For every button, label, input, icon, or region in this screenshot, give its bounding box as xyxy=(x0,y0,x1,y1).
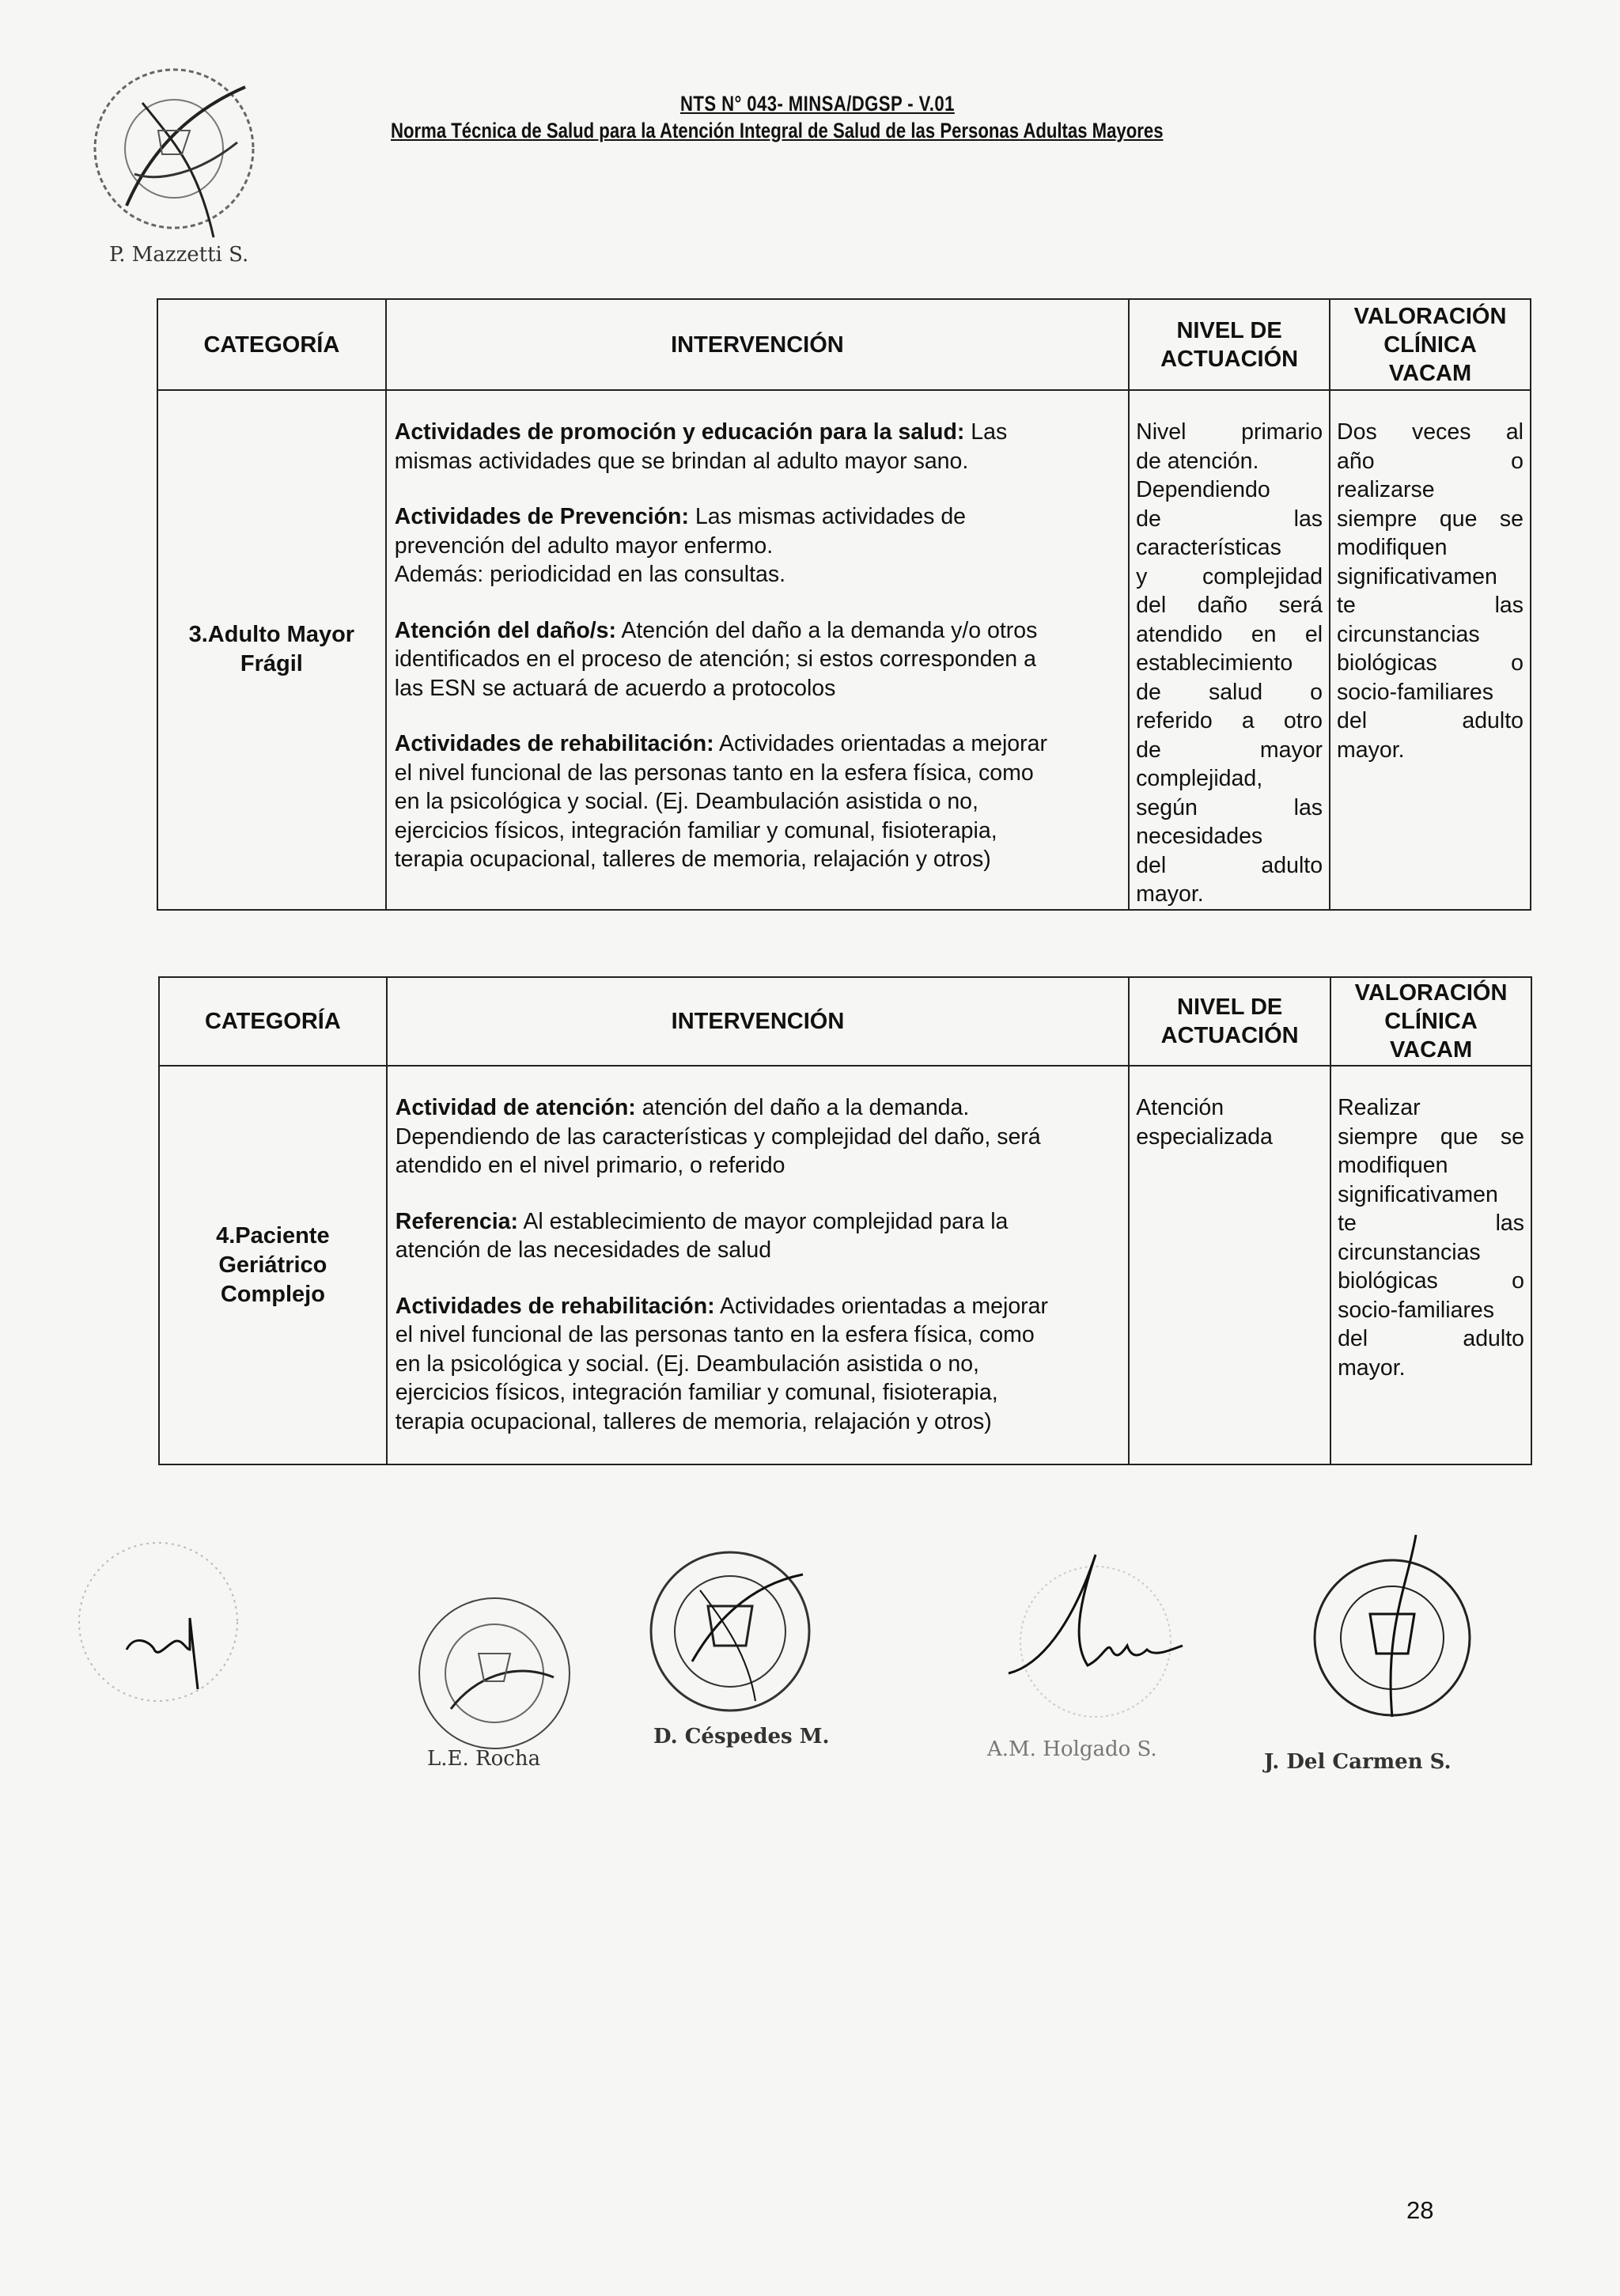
cell-text-line: Realizar xyxy=(1338,1095,1421,1120)
header-intervencion: INTERVENCIÓN xyxy=(386,299,1129,390)
cell-text-line: según las xyxy=(1136,794,1323,820)
cell-text-line: biológicas o xyxy=(1338,1268,1524,1294)
cell-text-line: del adulto xyxy=(1337,708,1523,733)
table-row xyxy=(157,390,1531,910)
cell-text-line: socio-familiares xyxy=(1338,1297,1495,1323)
cell-text-line: necesidades xyxy=(1136,824,1263,849)
cell-text-line: realizarse xyxy=(1337,477,1435,502)
cell-text-line: circunstancias xyxy=(1338,1239,1481,1265)
intervention-item: Actividades de promoción y educación para la salud: Las mismas actividades que se brindan al adulto mayor sano. xyxy=(394,419,1008,474)
cell-text-line: atendido en el xyxy=(1136,621,1323,647)
table-row xyxy=(159,1066,1531,1464)
page-number: 28 xyxy=(1406,2196,1434,2224)
header-categoria: CATEGORÍA xyxy=(159,977,387,1066)
cell-text-line: de las xyxy=(1136,506,1323,532)
table-adulto-mayor-fragil xyxy=(157,298,1531,911)
signature-name-4: A.M. Holgado S. xyxy=(987,1737,1157,1761)
cell-text-line: Dependiendo xyxy=(1136,477,1270,502)
cell-text-line: te las xyxy=(1337,593,1523,618)
header-valoracion: VALORACIÓN CLÍNICA VACAM xyxy=(1330,977,1531,1066)
cell-text-line: Dos veces al xyxy=(1337,419,1523,445)
cell-text-line: del adulto xyxy=(1338,1326,1524,1351)
cell-text-line: modifiquen xyxy=(1338,1153,1448,1178)
cell-text-line: circunstancias xyxy=(1337,621,1480,647)
signature-name-5: J. Del Carmen S. xyxy=(1264,1750,1452,1774)
cell-text-line: año o xyxy=(1337,448,1523,474)
table-header-row xyxy=(159,977,1531,1066)
category-cell: 4.Paciente Geriátrico Complejo xyxy=(159,1066,387,1464)
intervention-item: Actividades de Prevención: Las mismas actividades de prevención del adulto mayor enfermo. Además: periodicidad en las consultas. xyxy=(394,504,967,587)
table-header-row xyxy=(157,299,1531,390)
cell-text-line: siempre que se xyxy=(1337,506,1523,532)
cell-text-line: biológicas o xyxy=(1337,650,1523,676)
intervention-item: Referencia: Al establecimiento de mayor complejidad para la atención de las necesidades de salud xyxy=(395,1208,1009,1263)
valoracion-cell xyxy=(1330,1066,1531,1464)
signature-stamp-5 xyxy=(1297,1527,1487,1733)
header-valoracion: VALORACIÓN CLÍNICA VACAM xyxy=(1330,299,1531,390)
cell-text-line: del daño será xyxy=(1136,593,1323,618)
nivel-cell xyxy=(1129,1066,1330,1464)
cell-text-line: referido a otro xyxy=(1136,708,1323,733)
cell-text-line: de salud o xyxy=(1136,679,1323,705)
cell-text-line: y complejidad xyxy=(1136,563,1323,589)
intervention-cell xyxy=(386,390,1129,910)
cell-text-line: mayor. xyxy=(1136,881,1204,907)
cell-text-line: especializada xyxy=(1136,1123,1273,1150)
ministry-seal-top xyxy=(79,55,269,245)
cell-text-line: de mayor xyxy=(1136,737,1323,763)
cell-text-line: te las xyxy=(1338,1211,1524,1236)
cell-text-line: establecimiento xyxy=(1136,650,1293,676)
signature-stamp-2 xyxy=(403,1590,585,1764)
cell-text-line: modifiquen xyxy=(1337,535,1448,560)
signature-name-3: D. Céspedes M. xyxy=(653,1725,830,1749)
cell-text-line: mayor. xyxy=(1337,737,1405,763)
valoracion-cell xyxy=(1330,390,1531,910)
header-nivel: NIVEL DE ACTUACIÓN xyxy=(1129,977,1330,1066)
top-signature-name: P. Mazzetti S. xyxy=(109,243,249,267)
intervention-item: Actividad de atención: atención del daño a la demanda. Dependiendo de las características y complejidad del daño, será atendido en el nivel primario, o referido xyxy=(395,1095,1041,1178)
header-nivel: NIVEL DE ACTUACIÓN xyxy=(1129,299,1330,390)
norm-code: NTS N° 043- MINSA/DGSP - V.01 xyxy=(680,92,955,116)
signature-stamp-4 xyxy=(985,1531,1222,1729)
cell-text-line: significativamen xyxy=(1337,563,1497,589)
signature-stamp-3 xyxy=(637,1543,827,1725)
intervention-item: Actividades de rehabilitación: Actividades orientadas a mejorar el nivel funcional de las personas tanto en la esfera física, como en la psicológica y social. (Ej. Deambulación asistida o no, ejercicios físicos, integración familiar y comunal, fisioterapia, terapia ocupacional, talleres de memoria, relajación y otros) xyxy=(394,731,1047,872)
cell-text-line: mayor. xyxy=(1338,1354,1406,1381)
category-cell: 3.Adulto Mayor Frágil xyxy=(157,390,386,910)
header-intervencion: INTERVENCIÓN xyxy=(387,977,1129,1066)
cell-text-line: complejidad, xyxy=(1136,766,1263,791)
cell-text-line: siempre que se xyxy=(1338,1123,1524,1150)
intervention-cell xyxy=(387,1066,1129,1464)
nivel-cell xyxy=(1129,390,1330,910)
cell-text-line: Atención xyxy=(1136,1095,1224,1120)
norm-title: Norma Técnica de Salud para la Atención Integral de Salud de las Personas Adultas Mayores xyxy=(391,119,1164,142)
cell-text-line: del adulto xyxy=(1136,852,1323,878)
cell-text-line: significativamen xyxy=(1338,1181,1498,1207)
signature-name-2: L.E. Rocha xyxy=(427,1747,541,1771)
intervention-item: Actividades de rehabilitación: Actividades orientadas a mejorar el nivel funcional de las personas tanto en la esfera física, como en la psicológica y social. (Ej. Deambulación asistida o no, ejercicios físicos, integración familiar y comunal, fisioterapia, terapia ocupacional, talleres de memoria, relajación y otros) xyxy=(395,1293,1049,1434)
cell-text-line: Nivel primario xyxy=(1136,419,1323,445)
cell-text-line: de atención. xyxy=(1136,448,1259,474)
header-categoria: CATEGORÍA xyxy=(157,299,386,390)
intervention-item: Atención del daño/s: Atención del daño a la demanda y/o otros identificados en el proceso de atención; si estos corresponden a las ESN se actuará de acuerdo a protocolos xyxy=(394,617,1038,701)
cell-text-line: características xyxy=(1136,535,1281,560)
table-paciente-geriatrico xyxy=(158,976,1532,1465)
signature-stamp-1 xyxy=(67,1531,257,1721)
cell-text-line: socio-familiares xyxy=(1337,679,1494,705)
